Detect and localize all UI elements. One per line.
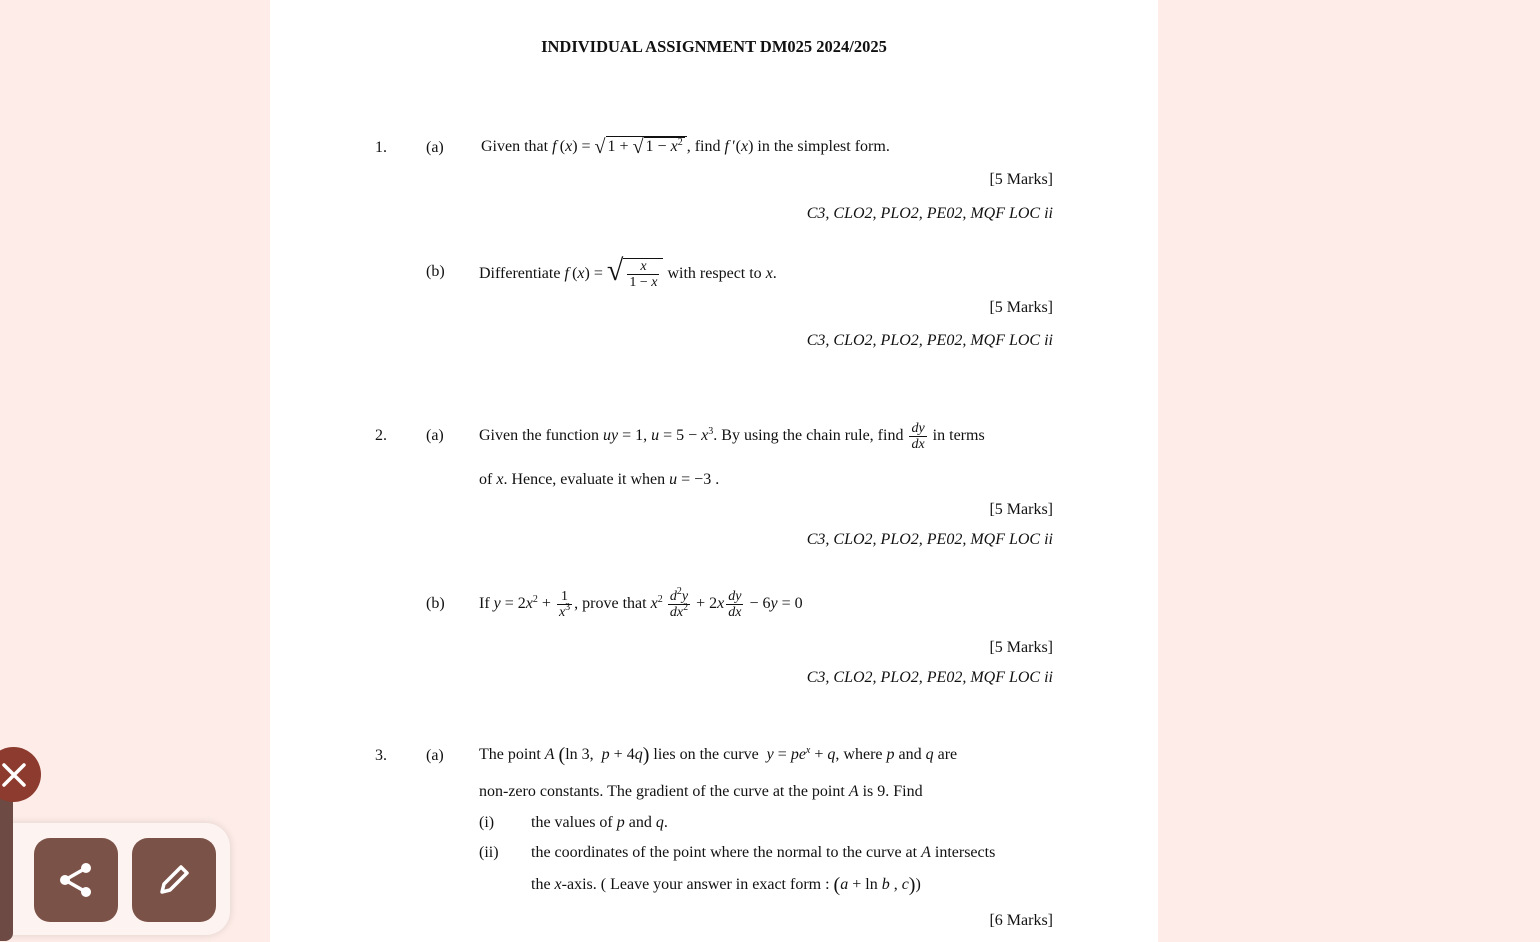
q3a-i-text: the values of p and q.	[531, 814, 668, 831]
q2b-marks: [5 Marks]	[989, 639, 1053, 656]
q3-number: 3.	[375, 747, 387, 764]
q1b-tag: C3, CLO2, PLO2, PE02, MQF LOC ii	[806, 332, 1053, 349]
q3a-line2: non-zero constants. The gradient of the curve at the point A is 9. Find	[479, 783, 923, 800]
q2a-tag: C3, CLO2, PLO2, PE02, MQF LOC ii	[806, 531, 1053, 548]
q1b-post: with respect to	[667, 265, 762, 282]
q3a-label: (a)	[426, 747, 444, 764]
q1-number: 1.	[375, 139, 387, 156]
q3a-and: and	[898, 746, 922, 763]
q2a-label: (a)	[426, 427, 444, 444]
q2a-line2-pre: of	[479, 471, 493, 488]
q2b-tag: C3, CLO2, PLO2, PE02, MQF LOC ii	[806, 669, 1053, 686]
q1a-mid: , find	[686, 138, 721, 155]
document-page	[270, 0, 1158, 942]
q2a-text: Given the function uy = 1, $u = 5 - x^3$. By using the chain rule, find $\frac{dy}{dx}$ in terms	[479, 420, 985, 452]
q3a-ii-line2-pre: the	[531, 876, 551, 893]
q2a-marks: [5 Marks]	[989, 501, 1053, 518]
q3a-ii-line2: the x-axis. ( Leave your answer in exact form : (a + ln b , c))	[531, 874, 921, 896]
q2a-line2-mid: . Hence, evaluate it when	[503, 471, 666, 488]
q2b-text: If $y = 2x^2$ + $\frac{1}{x^3}$ , prove that $x^2$ $\frac{d^2y}{dx^2}$ + 2x $\frac{dy}{dx}$ − 6y = 0	[479, 585, 803, 620]
share-icon	[56, 860, 96, 900]
q2b-mid: , prove that	[574, 595, 647, 612]
q1a-post: in the simplest form.	[757, 138, 890, 155]
q3a-i-label: (i)	[479, 814, 495, 831]
q2a-mid: . By using the chain rule, find	[713, 427, 904, 444]
q1b-text: Differentiate f (x) = √ $\frac{x}{1 - x}$ with respect to x.	[479, 254, 777, 290]
q3a-ii-text: the coordinates of the point where the normal to the curve at A intersects	[531, 844, 996, 861]
pencil-icon	[154, 860, 194, 900]
q2a-pre: Given the function	[479, 427, 599, 444]
q3a-ii-label: (ii)	[479, 844, 499, 861]
q3a-marks: [6 Marks]	[989, 912, 1053, 929]
q2b-pre: If	[479, 595, 490, 612]
q3a-i-and: and	[628, 814, 652, 831]
q3a-ii-body2: intersects	[934, 844, 996, 861]
q3a-ii-line2-mid: -axis. ( Leave your answer in exact form :	[561, 876, 830, 893]
q2b-label: (b)	[426, 595, 445, 612]
q3a-text: The point A (ln 3, p + 4q) lies on the curve $y = pe^x + q$, where p and q are	[479, 744, 958, 766]
close-button[interactable]	[0, 747, 41, 802]
edit-button[interactable]	[132, 838, 216, 922]
q3a-pre: The point	[479, 746, 541, 763]
q1a-pre: Given that	[481, 138, 549, 155]
q3a-i-body: the values of	[531, 814, 613, 831]
q1a-tag: C3, CLO2, PLO2, PE02, MQF LOC ii	[806, 205, 1053, 222]
q1a-text: Given that f (x) = √ 1 + √ $1 - x^2$ , find f ′(x) in the simplest form.	[481, 136, 890, 158]
q3a-post: , where	[835, 746, 883, 763]
q2a-line2: of x. Hence, evaluate it when u = −3 .	[479, 471, 720, 488]
q3a-line2-end: is 9. Find	[862, 783, 923, 800]
q1b-marks: [5 Marks]	[989, 299, 1053, 316]
q3a-mid: lies on the curve	[653, 746, 759, 763]
q1a-marks: [5 Marks]	[989, 171, 1053, 188]
q1b-pre: Differentiate	[479, 265, 561, 282]
share-button[interactable]	[34, 838, 118, 922]
q2-number: 2.	[375, 427, 387, 444]
q2a-post: in terms	[932, 427, 985, 444]
q1b-label: (b)	[426, 263, 445, 280]
q3a-ii-body: the coordinates of the point where the normal to the curve at	[531, 844, 918, 861]
close-icon	[0, 760, 29, 790]
page-title: INDIVIDUAL ASSIGNMENT DM025 2024/2025	[541, 37, 887, 56]
q3a-are: are	[937, 746, 958, 763]
q3a-line2-text: non-zero constants. The gradient of the curve at the point	[479, 783, 845, 800]
side-drawer-handle[interactable]	[0, 793, 13, 941]
q1a-label: (a)	[426, 139, 444, 156]
